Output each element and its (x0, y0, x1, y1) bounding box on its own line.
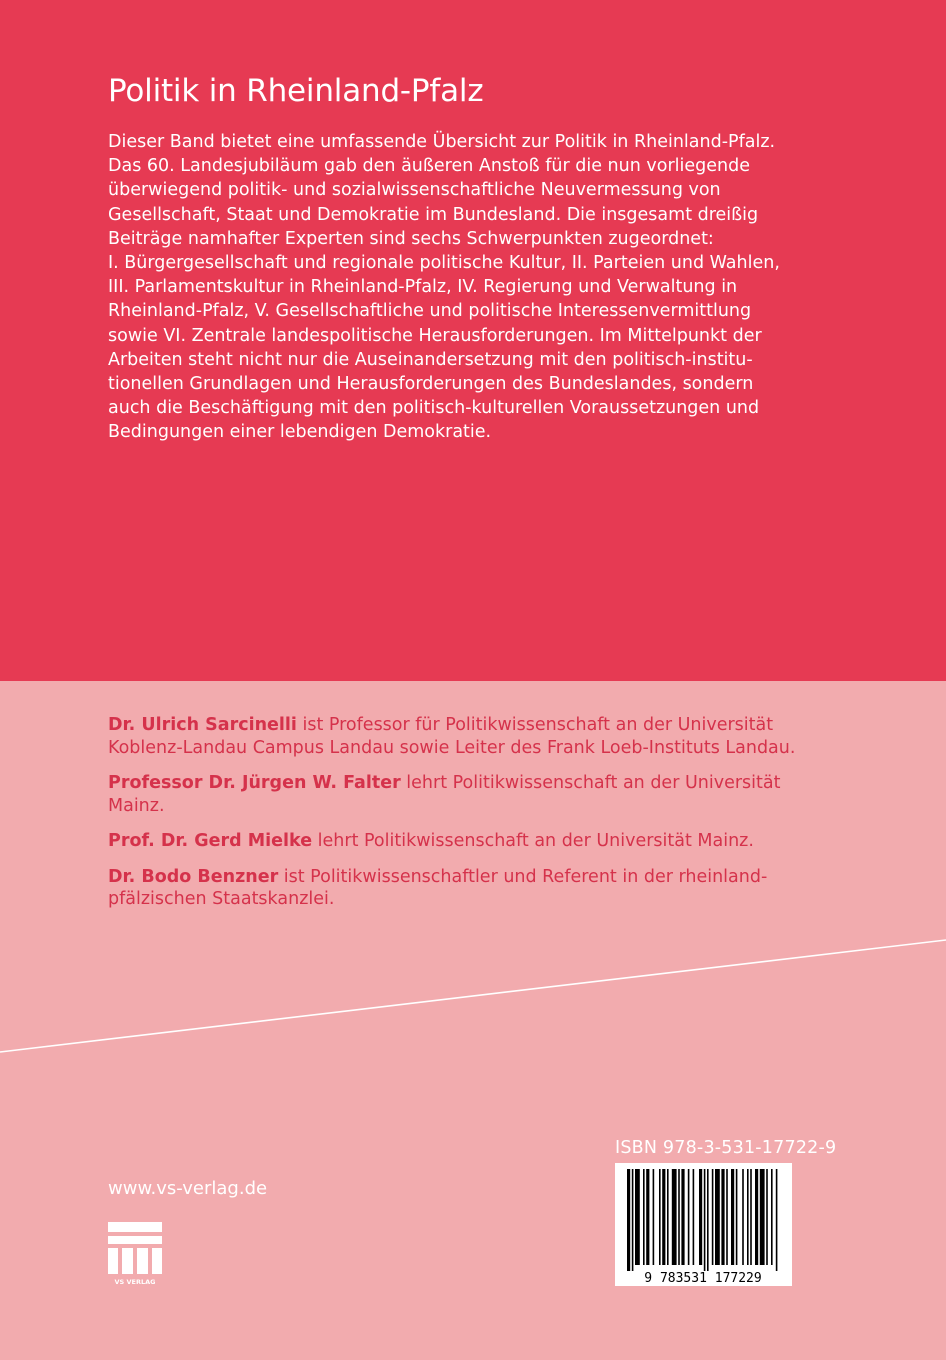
barcode-bar (632, 1169, 634, 1271)
author-bio-text: lehrt Politikwissenschaft an der Universität Mainz. (312, 831, 754, 851)
author-bio (108, 830, 808, 853)
description-line: Gesellschaft, Staat und Demokratie im Bundesland. Die insgesamt dreißig (108, 204, 759, 225)
author-name: Professor Dr. Jürgen W. Falter (108, 773, 401, 793)
barcode-bar (635, 1169, 640, 1265)
barcode-bar (678, 1169, 680, 1265)
barcode-bar (726, 1169, 728, 1265)
author-bio-text: Koblenz-Landau Campus Landau sowie Leiter des Frank Loeb-Instituts Landau. (108, 737, 796, 758)
barcode-bar (659, 1169, 661, 1265)
barcode-bar (643, 1169, 645, 1265)
barcode-bar (715, 1169, 720, 1265)
description-line: I. Bürgergesellschaft und regionale politische Kultur, II. Parteien und Wahlen, (108, 253, 780, 274)
book-description (108, 130, 798, 445)
author-bio-text: Mainz. (108, 795, 165, 816)
barcode-bar (747, 1169, 749, 1265)
barcode-bar (707, 1169, 709, 1271)
description-line: überwiegend politik- und sozialwissenschaftliche Neuvermessung von (108, 180, 721, 201)
vs-verlag-logo (108, 1222, 162, 1286)
description-line: Arbeiten steht nicht nur die Auseinandersetzung mit den politisch-institu- (108, 349, 753, 370)
description-line: auch die Beschäftigung mit den politisch-kulturellen Voraussetzungen und (108, 398, 760, 419)
barcode-bar (672, 1169, 677, 1265)
barcode-bar (667, 1169, 669, 1265)
barcode-bar (688, 1169, 690, 1265)
barcode-bar (755, 1169, 758, 1265)
author-bios (108, 714, 808, 924)
barcode-bar (693, 1169, 695, 1265)
description-line: Dieser Band bietet eine umfassende Übersicht zur Politik in Rheinland-Pfalz. (108, 132, 776, 152)
description-line: Rheinland-Pfalz, V. Gesellschaftliche und politische Interessenvermittlung (108, 301, 752, 322)
barcode-bar (742, 1169, 744, 1265)
description-line: Beiträge namhafter Experten sind sechs Schwerpunkten zugeordnet: (108, 228, 714, 249)
barcode-bar (704, 1169, 706, 1271)
isbn-barcode (615, 1163, 792, 1286)
barcode-bar (760, 1169, 765, 1265)
description-line: tionellen Grundlagen und Herausforderungen des Bundeslandes, sondern (108, 374, 754, 395)
barcode-digits: 9 783531 177229 (644, 1271, 762, 1286)
description-line: III. Parlamentskultur in Rheinland-Pfalz, IV. Regierung und Verwaltung in (108, 277, 738, 298)
description-line: Bedingungen einer lebendigen Demokratie. (108, 422, 492, 443)
author-bio (108, 714, 808, 759)
description-line: Das 60. Landesjubiläum gab den äußeren Anstoß für die nun vorliegende (108, 156, 750, 177)
barcode-bar (712, 1169, 714, 1265)
barcode-bar (776, 1169, 778, 1271)
description-line: sowie VI. Zentrale landespolitische Herausforderungen. Im Mittelpunkt der (108, 325, 762, 346)
author-bio-text: lehrt Politikwissenschaft an der Universität (400, 773, 781, 793)
author-bio (108, 866, 808, 911)
author-bio-text: pfälzischen Staatskanzlei. (108, 889, 335, 909)
barcode-bar (662, 1169, 665, 1265)
isbn-label: ISBN 978-3-531-17722-9 (615, 1138, 837, 1158)
author-name: Prof. Dr. Gerd Mielke (108, 831, 313, 851)
barcode-bar (771, 1169, 773, 1265)
barcode-bar (699, 1169, 702, 1265)
publisher-website: www.vs-verlag.de (108, 1178, 268, 1199)
author-bio-text: ist Politikwissenschaftler und Referent in der rheinland- (278, 866, 768, 887)
barcode-bar (721, 1169, 724, 1265)
barcode-bar (731, 1169, 734, 1265)
author-name: Dr. Bodo Benzner (108, 866, 279, 887)
barcode-bar (627, 1169, 630, 1271)
barcode-bar (766, 1169, 768, 1265)
barcode-bar (646, 1169, 649, 1265)
barcode-bar (653, 1169, 655, 1265)
author-name: Dr. Ulrich Sarcinelli (108, 715, 297, 735)
author-bio (108, 772, 808, 817)
barcode-bar (736, 1169, 738, 1265)
barcode-bar (750, 1169, 752, 1265)
author-bio-text: ist Professor für Politikwissenschaft an der Universität (296, 715, 774, 735)
book-title: Politik in Rheinland-Pfalz (108, 73, 484, 109)
barcode-bar (681, 1169, 684, 1265)
logo-text: VS VERLAG (114, 1278, 156, 1286)
